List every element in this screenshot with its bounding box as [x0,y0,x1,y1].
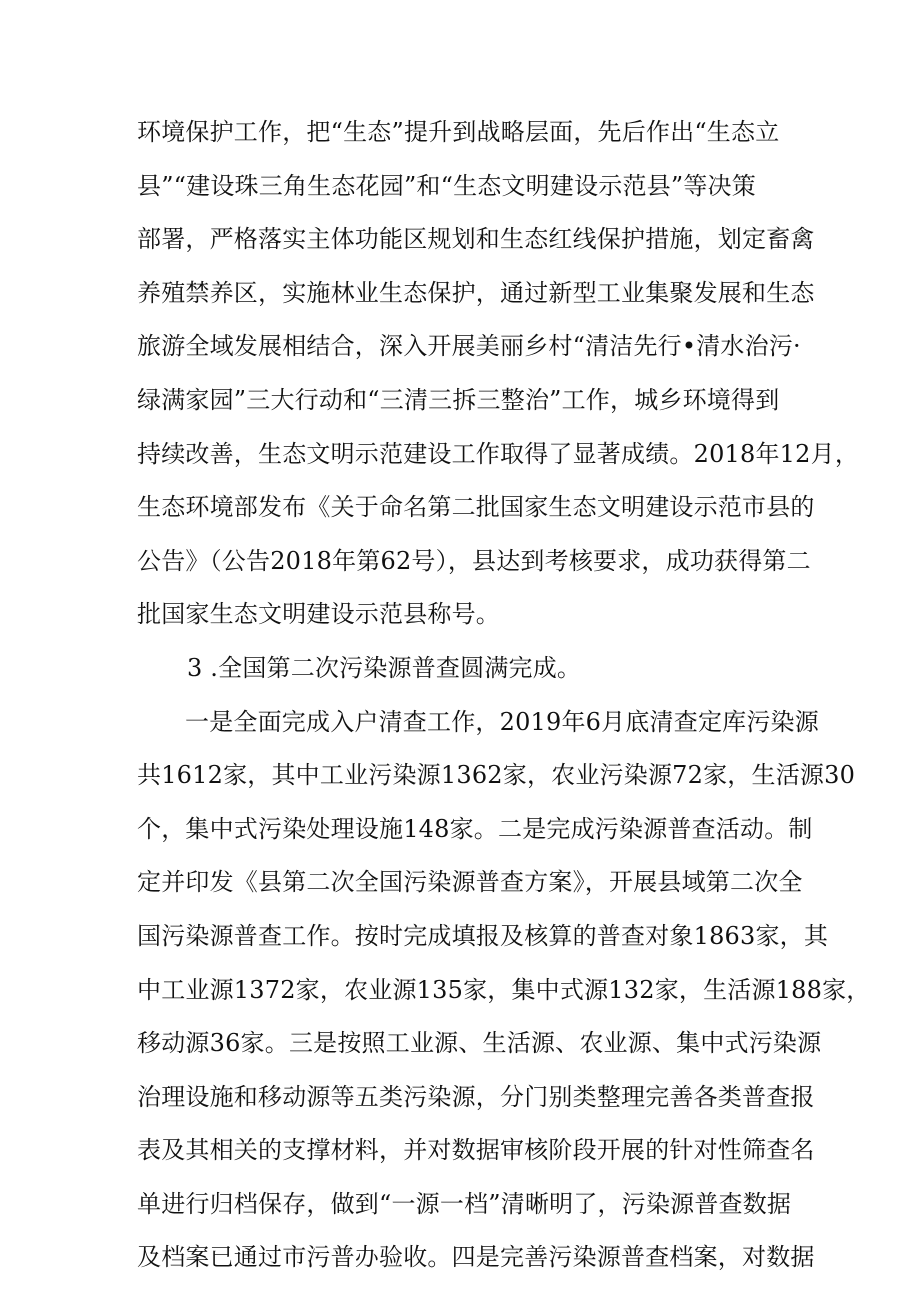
text-line: 移动源36家。三是按照工业源、生活源、农业源、集中式污染源 [137,1029,822,1058]
document-body [137,106,871,1285]
text-line: 单进行归档保存，做到“一源一档”清晰明了，污染源普查数据 [137,1189,792,1218]
text-line: 批国家生态文明建设示范县称号。 [137,600,500,629]
text-line: 定并印发《县第二次全国污染源普查方案》，开展县域第二次全 [137,868,803,897]
text-line: 个，集中式污染处理设施148家。二是完成污染源普查活动。制 [137,814,813,843]
text-line: 及档案已通过市污普办验收。四是完善污染源普查档案，对数据 [137,1243,815,1272]
text-line: 旅游全域发展相结合，深入开展美丽乡村“清洁先行•清水治污· [137,332,801,361]
text-line: 一是全面完成入户清查工作，2019年6月底清查定库污染源 [185,707,819,736]
text-line: 部署，严格落实主体功能区规划和生态红线保护措施，划定畜禽 [137,225,815,254]
section-heading: 3 .全国第二次污染源普查圆满完成。 [187,653,582,682]
text-line: 生态环境部发布《关于命名第二批国家生态文明建设示范市县的 [137,493,815,522]
text-line: 共1612家，其中工业污染源1362家，农业污染源72家，生活源30 [137,761,856,790]
text-line: 表及其相关的支撑材料，并对数据审核阶段开展的针对性筛查名 [137,1136,815,1165]
text-line: 持续改善，生态文明示范建设工作取得了显著成绩。2018年12月， [137,439,860,468]
paragraph-pollution-census [137,696,871,1286]
text-line: 中工业源1372家，农业源135家，集中式源132家，生活源188家， [137,975,871,1004]
text-line: 公告》（公告2018年第62号），县达到考核要求，成功获得第二 [137,546,811,575]
paragraph-ecological-civilization [137,106,860,642]
text-line: 养殖禁养区，实施林业生态保护，通过新型工业集聚发展和生态 [137,278,815,307]
text-line: 国污染源普查工作。按时完成填报及核算的普查对象1863家，其 [137,921,829,950]
text-line: 绿满家园”三大行动和“三清三拆三整治”工作，城乡环境得到 [137,385,780,414]
text-line: 环境保护工作，把“生态”提升到战略层面，先后作出“生态立 [137,118,780,146]
text-line: 县”“建设珠三角生态花园”和“生态文明建设示范县”等决策 [137,171,756,200]
text-line: 治理设施和移动源等五类污染源，分门别类整理完善各类普查报 [137,1082,815,1111]
